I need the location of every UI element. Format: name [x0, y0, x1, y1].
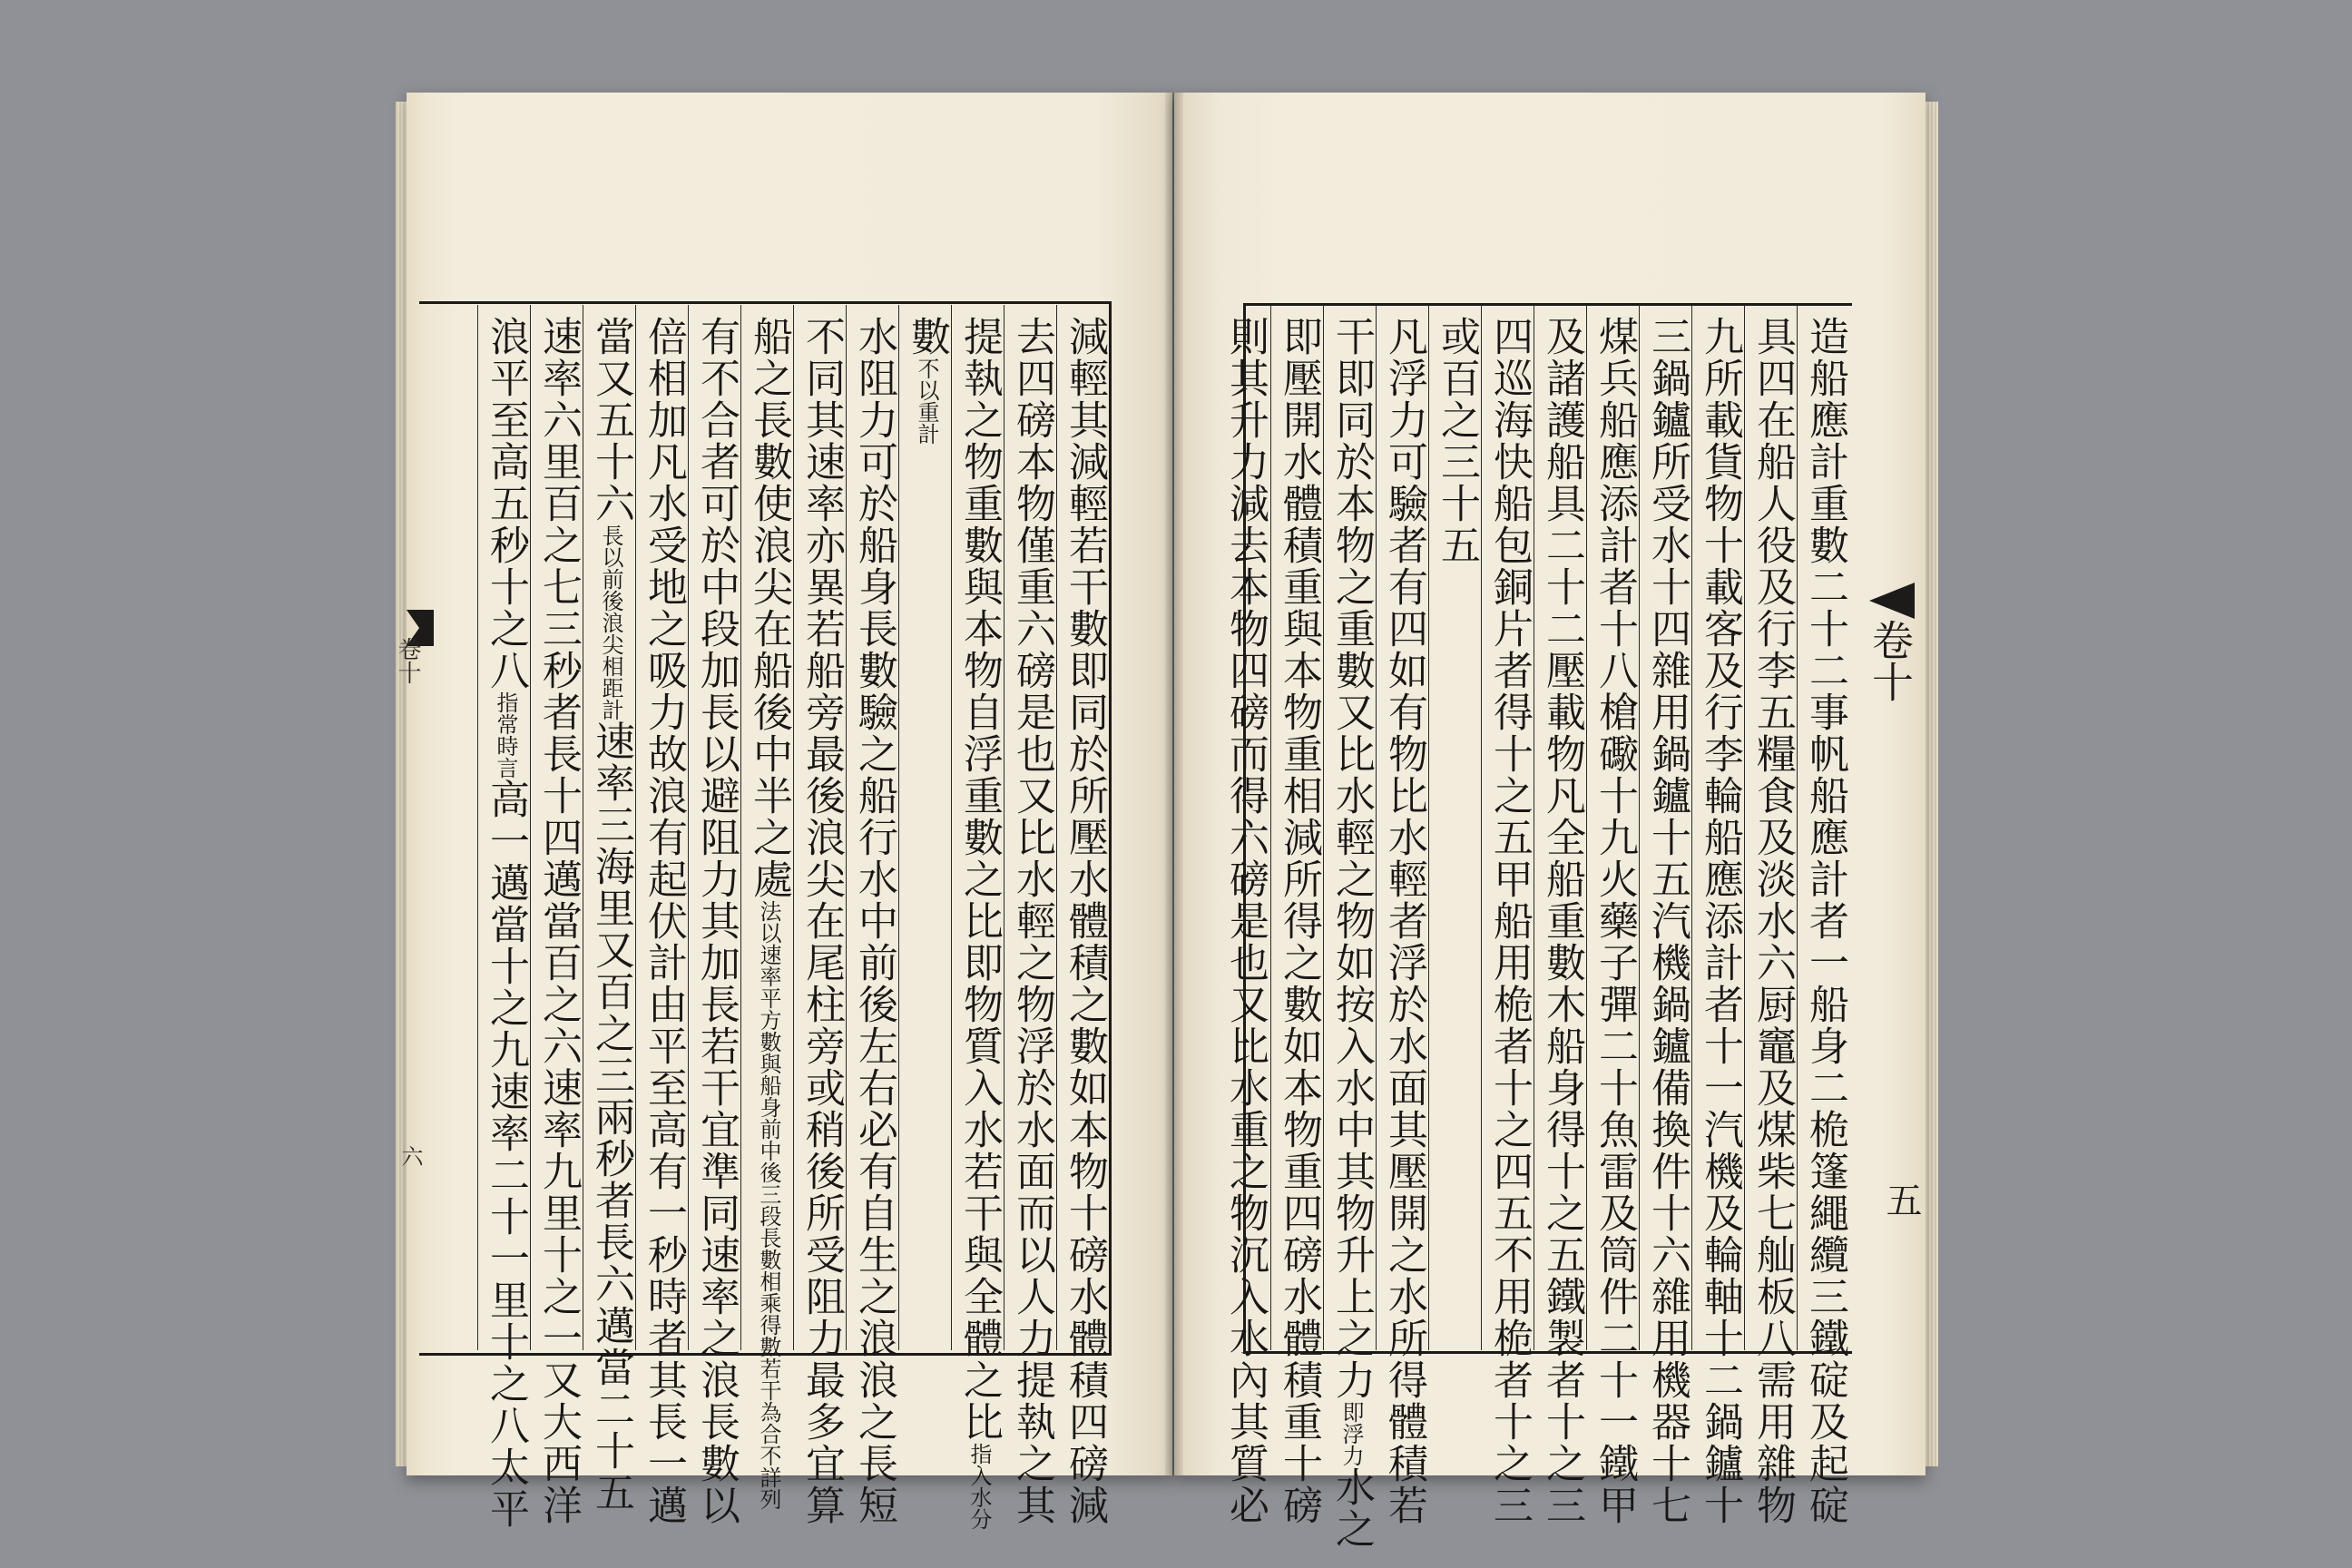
- right-col-8: [1428, 305, 1482, 1350]
- left-col-6: [793, 305, 847, 1526]
- book-gutter: [1165, 93, 1183, 1475]
- left-col-11: [530, 305, 583, 1526]
- open-book: [394, 93, 1926, 1550]
- text-column: 造船應計重數二十二事帆船應計者一船身二桅篷繩纜三鐵碇及起碇: [1802, 316, 1848, 1526]
- text-column: 凡浮力可驗者有四如有物比水輕者浮於水面其壓開之水所得體積若: [1381, 316, 1427, 1526]
- text-column: 干即同於本物之重數又比水輕之物如按入水中其物升上之力即浮力水之: [1328, 316, 1375, 1550]
- left-col-9: [635, 305, 689, 1526]
- right-col-11: [1270, 305, 1324, 1526]
- text-column: 則其升力減去本物四磅而得六磅是也又比水重之物沉入水內其質必: [1222, 316, 1269, 1526]
- text-column: 提執之物重數與本物自浮重數之比即物質入水若干與全體之比指入水分: [956, 316, 1003, 1530]
- text-column: 數不以重計: [904, 316, 950, 445]
- text-column: 即壓開水體積重與本物重相減所得之數如本物重四磅水體積重十磅: [1276, 316, 1322, 1526]
- text-column: 船之長數使浪尖在船後中半之處法以速率平方數與船身前中後三段長數相乘得數若干為合不詳列: [746, 316, 792, 1510]
- left-col-5: [846, 305, 899, 1526]
- right-col-12: [1218, 305, 1270, 1526]
- left-col-8: [688, 305, 741, 1526]
- edge-page-number: 六: [397, 1145, 423, 1167]
- left-col-4: [898, 305, 952, 1350]
- left-col-2: [1004, 305, 1057, 1526]
- right-col-6: [1534, 305, 1587, 1526]
- text-column: 減輕其減輕若干數即同於所壓水體積之數如本物十磅水體積四磅減: [1062, 316, 1108, 1526]
- text-column: 及諸護船具二十二壓載物凡全船重數木船身得十之五鐵製者十之三: [1539, 316, 1585, 1526]
- text-column: 煤兵船應添計者十八槍礮十九火藥子彈二十魚雷及筒件二十一鐵甲: [1592, 316, 1638, 1526]
- right-col-1: [1797, 305, 1850, 1526]
- text-column: 去四磅本物僅重六磅是也又比水輕之物浮於水面而以人力提執之其: [1009, 316, 1055, 1526]
- text-column: 速率六里百之七三秒者長十四邁當百之六速率九里十之一又大西洋: [535, 316, 582, 1526]
- right-col-7: [1481, 305, 1534, 1526]
- text-column: 四巡海快船包銅片者得十之五甲船用桅者十之四五不用桅者十之三: [1486, 316, 1533, 1526]
- left-col-3: [951, 305, 1004, 1530]
- left-col-1: [1056, 305, 1110, 1526]
- page-number: 五: [1880, 1181, 1922, 1218]
- text-column: 不同其速率亦異若船旁最後浪尖在尾柱旁或稍後所受阻力最多宜算: [799, 316, 845, 1526]
- right-col-10: [1323, 305, 1377, 1550]
- right-col-2: [1744, 305, 1798, 1526]
- left-col-10: [583, 305, 636, 1514]
- right-col-4: [1639, 305, 1692, 1526]
- fishtail-mark-right: [1869, 583, 1915, 619]
- text-column: 九所載貨物十載客及行李輪船應添計者十一汽機及輪軸十二鍋鑪十: [1697, 316, 1743, 1526]
- text-column: 或百之三十五: [1434, 316, 1480, 566]
- left-col-12: [477, 305, 531, 1530]
- left-col-7: [740, 305, 794, 1510]
- edge-volume-label: 卷十: [394, 637, 421, 684]
- text-column: 水阻力可於船身長數驗之船行水中前後左右必有自生之浪浪之長短: [851, 316, 897, 1526]
- text-column: 倍相加凡水受地之吸力故浪有起伏計由平至高有一秒時者其長一邁: [641, 316, 687, 1526]
- text-column: 當又五十六長以前後浪尖相距計速率三海里又百之三兩秒者長六邁當二十五: [588, 316, 634, 1514]
- page-edges-right: [1926, 102, 1938, 1466]
- text-column: 具四在船人役及行李五糧食及淡水六厨竈及煤柴七舢板八需用雜物: [1749, 316, 1796, 1526]
- text-column: 有不合者可於中段加長以避阻力其加長若干宜準同速率之浪長數以: [693, 316, 740, 1526]
- right-col-9: [1376, 305, 1429, 1526]
- right-col-5: [1586, 305, 1640, 1526]
- text-column: 浪平至高五秒十之八指常時言高一邁當十之九速率二十一里十之八太平: [483, 316, 529, 1530]
- right-col-3: [1691, 305, 1745, 1526]
- volume-header: 卷十: [1866, 619, 1915, 702]
- text-column: 三鍋鑪所受水十四雜用鍋鑪十五汽機鍋鑪備換件十六雜用機器十七: [1644, 316, 1690, 1526]
